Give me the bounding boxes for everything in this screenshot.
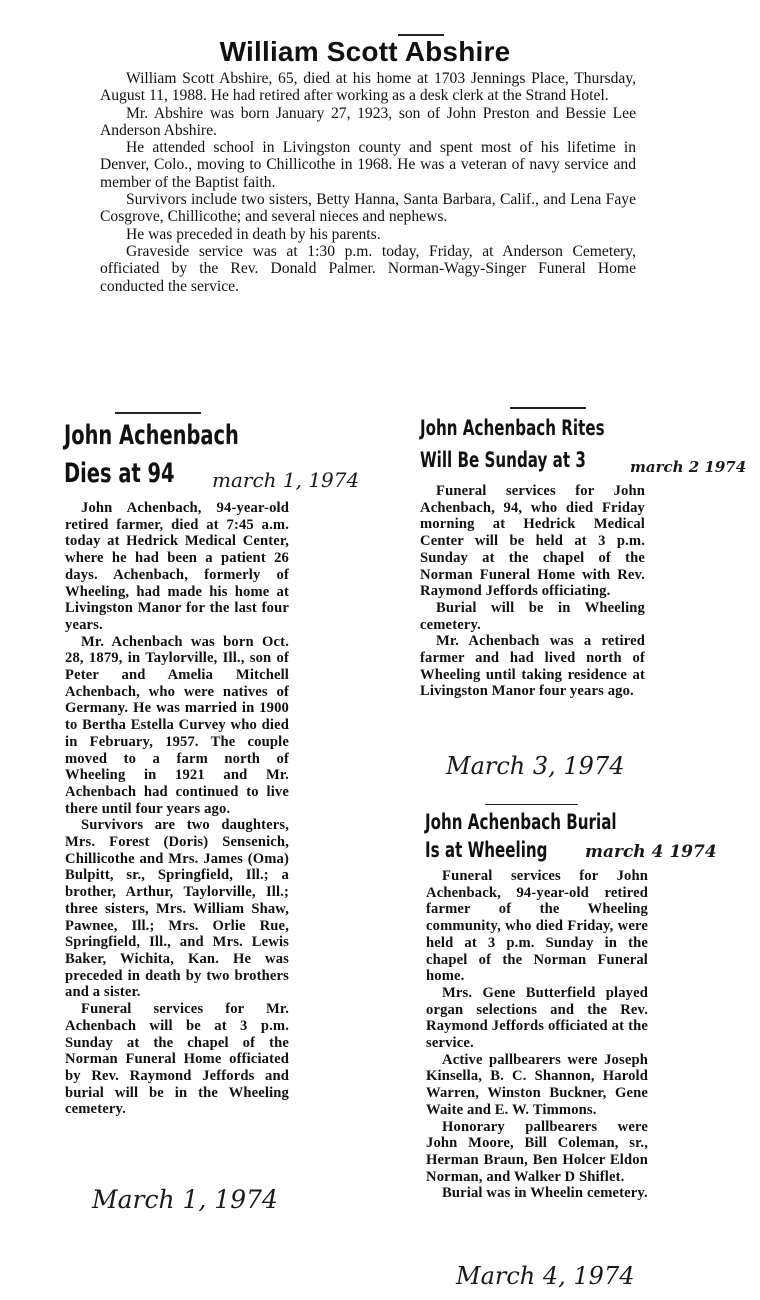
paragraph: Mr. Achenbach was born Oct. 28, 1879, in Taylorville, Ill., son of Peter and Amelia Mitchell Achenbach, who were natives of Germany. He was married in 1900 to Bertha Estella Curvey who died in February, 1957. The couple moved to a farm north of Wheeling in 1921 and Mr. Achenbach had continued to live there until four years ago.	[65, 633, 289, 817]
paragraph: Funeral services for John Achenbach, 94, who died Friday morning at Hedrick Medical Center will be held at 3 p.m. Sunday at the chapel of the Norman Funeral Home with Rev. Raymond Jeffords officiating.	[420, 483, 645, 600]
handwritten-date-note: march 2 1974	[630, 458, 747, 476]
abshire-title: William Scott Abshire	[219, 36, 511, 67]
handwritten-date-note: March 3, 1974	[446, 752, 625, 780]
paragraph: Mr. Achenbach was a retired farmer and had lived north of Wheeling until taking residence at Livingston Manor four years ago.	[420, 633, 645, 700]
paragraph: Funeral services for Mr. Achenbach will be at 3 p.m. Sunday at the chapel of the Norman Funeral Home officiated by Rev. Raymond Jeffords and burial will be in the Wheeling cemetery.	[65, 1001, 289, 1118]
paragraph: Active pallbearers were Joseph Kinsella, B. C. Shannon, Harold Warren, Winston Buckner, Gene Waite and E. W. Timmons.	[426, 1051, 648, 1118]
paragraph: William Scott Abshire, 65, died at his home at 1703 Jennings Place, Thursday, August 11, 1988. He had retired after working as a desk clerk at the Strand Hotel.	[100, 70, 636, 105]
paragraph: Burial was in Wheelin cemetery.	[442, 1185, 648, 1202]
rites-body	[420, 483, 645, 700]
rites-headline-line2: Will Be Sunday at 3	[420, 448, 586, 472]
dies-body	[65, 500, 289, 1118]
burial-headline-line1: John Achenbach Burial	[425, 810, 617, 834]
divider-rule	[510, 407, 586, 409]
paragraph: John Achenbach, 94-year-old retired farmer, died at 7:45 a.m. today at Hedrick Medical Center, where he had been a patient 26 days. Achenbach, formerly of Wheeling, had made his home at Livingston Manor for the last four years.	[65, 500, 289, 633]
paragraph: He was preceded in death by his parents.	[126, 225, 381, 243]
paragraph: Mrs. Gene Butterfield played organ selections and the Rev. Raymond Jeffords officiated at the service.	[426, 984, 648, 1052]
paragraph: Survivors include two sisters, Betty Hanna, Santa Barbara, Calif., and Lena Faye Cosgrove, Chillicothe; and several nieces and nephews.	[100, 191, 636, 226]
paragraph: Graveside service was at 1:30 p.m. today, Friday, at Anderson Cemetery, officiated by the Rev. Donald Palmer. Norman-Wagy-Singer Funeral Home conducted the service.	[100, 242, 636, 295]
paragraph: Mr. Abshire was born January 27, 1923, son of John Preston and Bessie Lee Anderson Abshire.	[100, 104, 636, 139]
dies-headline-line1: John Achenbach	[64, 420, 239, 451]
paragraph: Burial will be in Wheeling cemetery.	[420, 599, 645, 633]
divider-rule	[115, 412, 201, 414]
paragraph: Funeral services for John Achenback, 94-year-old retired farmer of the Wheeling community, who died Friday, were held at 3 p.m. Sunday in the chapel of the Norman Funeral home.	[426, 868, 648, 985]
abshire-body	[100, 70, 636, 295]
dies-headline-line2: Dies at 94	[64, 458, 175, 489]
handwritten-date-note: March 1, 1974	[92, 1185, 278, 1214]
handwritten-date-note: march 1, 1974	[212, 468, 360, 492]
abshire-obituary	[0, 0, 760, 320]
burial-headline-line2: Is at Wheeling	[425, 838, 548, 862]
rites-headline-line1: John Achenbach Rites	[420, 416, 605, 440]
paragraph: Honorary pallbearers were John Moore, Bill Coleman, sr., Herman Braun, Ben Holcer Eldon Norman, and Walker D Shiflet.	[426, 1118, 648, 1185]
paragraph: He attended school in Livingston county and spent most of his lifetime in Denver, Colo., moving to Chillicothe in 1968. He was a veteran of navy service and member of the Baptist faith.	[100, 139, 636, 191]
paragraph: Survivors are two daughters, Mrs. Forest (Doris) Sensenich, Chillicothe and Mrs. James (Oma) Bulpitt, sr., Springfield, Ill.; a brother, Arthur, Taylorville, Ill.; three sisters, Mrs. William Shaw, Pawnee, Ill.; Mrs. Orlie Rue, Springfield, Ill., and Mrs. Lewis Baker, Wichita, Kan. He was preceded in death by two brothers and a sister.	[65, 817, 289, 1001]
handwritten-date-note: march 4 1974	[585, 842, 717, 862]
handwritten-date-note: March 4, 1974	[456, 1262, 635, 1290]
divider-rule	[485, 804, 578, 805]
burial-body	[426, 868, 648, 1202]
